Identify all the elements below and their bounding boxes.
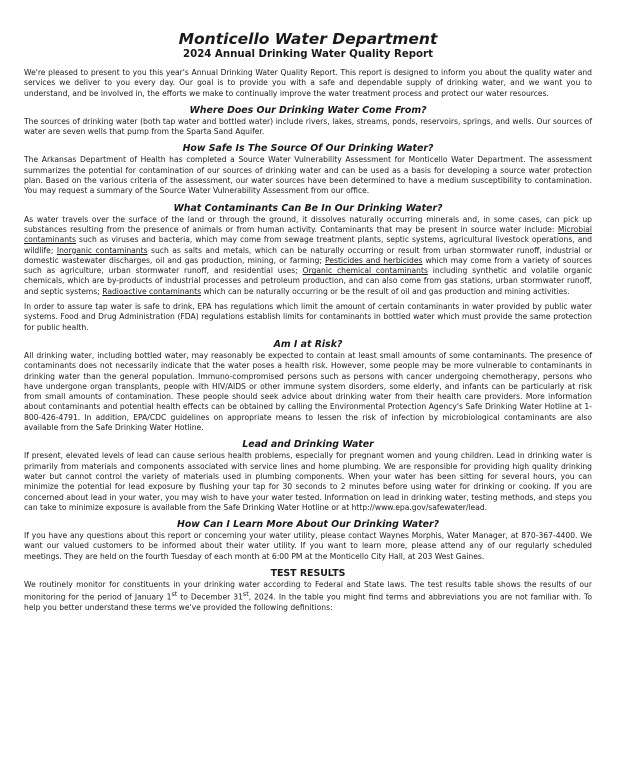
lead-paragraph: If present, elevated levels of lead can cause serious health problems, especially for pregnant women and young children. Lead in drinking water is primarily from materials and components associated with service lines and home plumbing. We are responsible for providing high quality drinking water but cannot control the variety of materials used in plumbing components. When your water has been sitting for several hours, you can minimize the potential for lead exposure by flushing your tap for 30 seconds to 2 minutes before using water for drinking or cooking. If you are concerned about lead in your water, you may wish to have your water tested. Information on lead in drinking water, testing methods, and steps you can take to minimize exposure is available from the Safe Drinking Water Hotline or at http://www.epa.gov/safewater/lead. xyxy=(24,451,592,512)
safety-paragraph: The Arkansas Department of Health has completed a Source Water Vulnerability Assessment for Monticello Water Department. The assessment summarizes the potential for contamination of our sources of drinking water and can be used as a basis for developing a source water protection plan. Based on the various criteria of the assessment, our water sources have been determined to have a medium susceptibility to contamination. You may request a summary of the Source Water Vulnerability Assessment from our office. xyxy=(24,155,592,196)
learn-more-paragraph: If you have any questions about this report or concerning your water utility, please contact Waynes Morphis, Water Manager, at 870-367-4400. We want our valued customers to be informed about their water utility. If you want to learn more, please attend any of our regularly scheduled meetings. They are held on the fourth Tuesday of each month at 6:00 PM at the Monticello City Hall, at 203 West Gaines. xyxy=(24,531,592,561)
lead-heading: Lead and Drinking Water xyxy=(242,439,374,451)
report-subtitle: 2024 Annual Drinking Water Quality Report xyxy=(183,49,433,60)
test-results-heading: TEST RESULTS xyxy=(270,567,346,579)
risk-heading: Am I at Risk? xyxy=(273,338,343,350)
regulations-paragraph: In order to assure tap water is safe to drink, EPA has regulations which limit the amount of certain contaminants in water provided by public water systems. Food and Drug Administration (FDA) regulations establish limits for contaminants in bottled water which must provide the same protection for public health. xyxy=(24,302,592,332)
source-heading: Where Does Our Drinking Water Come From? xyxy=(189,104,427,116)
report-page xyxy=(24,30,592,619)
term-microbial: Microbial contaminants xyxy=(24,224,592,245)
safety-heading: How Safe Is The Source Of Our Drinking Water? xyxy=(182,143,434,155)
page-title: Monticello Water Department xyxy=(178,30,438,48)
term-radioactive: Radioactive contaminants xyxy=(102,286,202,296)
term-pesticides: Pesticides and herbicides xyxy=(325,255,423,265)
contaminants-heading: What Contaminants Can Be In Our Drinking Water? xyxy=(173,202,443,214)
learn-more-heading: How Can I Learn More About Our Drinking Water? xyxy=(176,519,440,531)
intro-paragraph: We're pleased to present to you this year's Annual Drinking Water Quality Report. This report is designed to inform you about the quality water and services we deliver to you every day. Our goal is to provide you with a safe and dependable supply of drinking water, and we want you to understand, and be involved in, the efforts we make to continually improve the water treatment process and protect our water resources. xyxy=(24,68,592,98)
term-inorganic: Inorganic contaminants xyxy=(56,245,148,255)
source-paragraph: The sources of drinking water (both tap water and bottled water) include rivers, lakes, streams, ponds, reservoirs, springs, and wells. Our sources of water are seven wells that pump from the Sparta Sand Aquifer. xyxy=(24,116,592,137)
test-results-paragraph: We routinely monitor for constituents in your drinking water according to Federal and State laws. The test results table shows the results of our monitoring for the period of January 1st to December 31st, 2024. In the table you might find terms and abbreviations you are not familiar with. To help you better understand these terms we've provided the following definitions: xyxy=(24,579,592,613)
contaminants-paragraph: As water travels over the surface of the land or through the ground, it dissolves naturally occurring minerals and, in some cases, can pick up substances resulting from the presence of animals or from human activity. Contaminants that may be present in source water include: Microbial contaminants such as viruses and bacteria, which may come from sewage treatment plants, septic systems, agricultural livestock operations, and wildlife; Inorganic contaminants such as salts and metals, which can be naturally occurring or result from urban stormwater runoff, industrial or domestic wastewater discharges, oil and gas production, mining, or farming; Pesticides and herbicides which may come from a variety of sources such as agriculture, urban stormwater runoff, and residential uses; Organic chemical contaminants including synthetic and volatile organic chemicals, which are by-products of industrial processes and petroleum production, and can also come from gas stations, urban stormwater runoff, and septic systems; Radioactive contaminants which can be naturally occurring or be the result of oil and gas production and mining activities. xyxy=(24,214,592,296)
risk-paragraph: All drinking water, including bottled water, may reasonably be expected to contain at least small amounts of some contaminants. The presence of contaminants does not necessarily indicate that the water poses a health risk. However, some people may be more vulnerable to contaminants in drinking water than the general population. Immuno-compromised persons such as persons with cancer undergoing chemotherapy, persons who have undergone organ transplants, people with HIV/AIDS or other immune system disorders, some elderly, and infants can be particularly at risk from small amounts of contamination. These people should seek advice about drinking water from their health care providers. More information about contaminants and potential health effects can be obtained by calling the Environmental Protection Agency's Safe Drinking Water Hotline at 1-800-426-4791. In addition, EPA/CDC guidelines on appropriate means to lessen the risk of infection by microbiological contaminants are also available from the Safe Drinking Water Hotline. xyxy=(24,350,592,433)
term-organic: Organic chemical contaminants xyxy=(302,266,428,276)
